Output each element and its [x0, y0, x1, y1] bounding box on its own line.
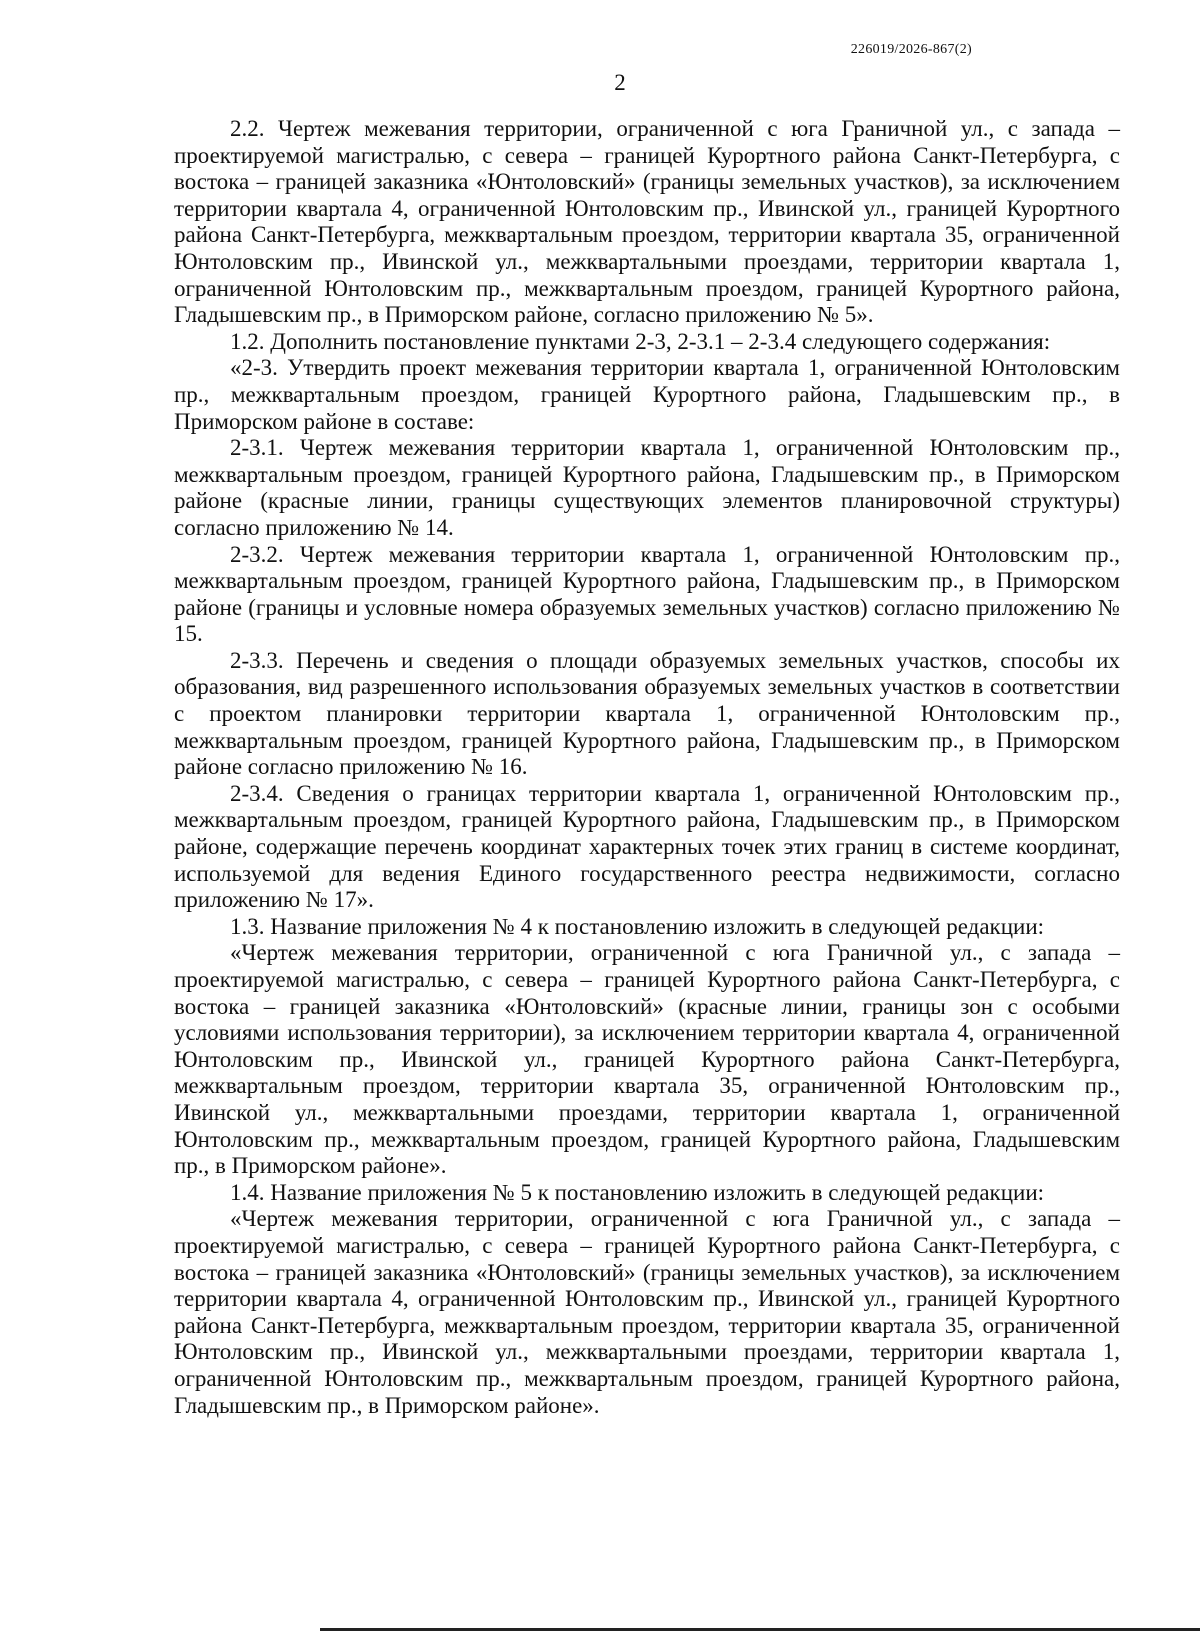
document-body — [174, 116, 1120, 1419]
paragraph-appendix-4-title: «Чертеж межевания территории, ограниченной с юга Граничной ул., с запада – проектируемой магистралью, с севера – границей Курортного района Санкт-Петербурга, с востока – границей заказника «Юнтоловский» (красные линии, границы зон с особыми условиями использования территории), за исключением территории квартала 4, ограниченной Юнтоловским пр., Ивинской ул., границей Курортного района Санкт-Петербурга, межквартальным проездом, территории квартала 35, ограниченной Юнтоловским пр., Ивинской ул., межквартальными проездами, территории квартала 1, ограниченной Юнтоловским пр., межквартальным проездом, границей Курортного района, Гладышевским пр., в Приморском районе». — [174, 940, 1120, 1179]
page-number: 2 — [614, 70, 626, 95]
paragraph-1-3: 1.3. Название приложения № 4 к постановлению изложить в следующей редакции: — [230, 913, 1045, 939]
paragraph-2-3-2: 2-3.2. Чертеж межевания территории квартала 1, ограниченной Юнтоловским пр., межквартальным проездом, границей Курортного района, Гладышевским пр., в Приморском районе (границы и условные номера образуемых земельных участков) согласно приложению № 15. — [174, 541, 1120, 647]
paragraph-1-4: 1.4. Название приложения № 5 к постановлению изложить в следующей редакции: — [230, 1179, 1045, 1205]
document-number: 226019/2026-867(2) — [850, 42, 972, 57]
paragraph-2-3-1: 2-3.1. Чертеж межевания территории квартала 1, ограниченной Юнтоловским пр., межквартальным проездом, границей Курортного района, Гладышевским пр., в Приморском районе (красные линии, границы существующих элементов планировочной структуры) согласно приложению № 14. — [174, 435, 1120, 540]
paragraph-2-3-3: 2-3.3. Перечень и сведения о площади образуемых земельных участков, способы их образования, вид разрешенного использования образуемых земельных участков в соответствии с проектом планировки территории квартала 1, ограниченной Юнтоловским пр., межквартальным проездом, границей Курортного района, Гладышевским пр., в Приморском районе согласно приложению № 16. — [174, 647, 1120, 780]
bottom-scan-line — [320, 1628, 1200, 1631]
paragraph-2-3: «2-3. Утвердить проект межевания территории квартала 1, ограниченной Юнтоловским пр., межквартальным проездом, границей Курортного района, Гладышевским пр., в Приморском районе в составе: — [174, 355, 1120, 434]
paragraph-2-3-4: 2-3.4. Сведения о границах территории квартала 1, ограниченной Юнтоловским пр., межквартальным проездом, границей Курортного района, Гладышевским пр., в Приморском районе, содержащие перечень координат характерных точек этих границ в системе координат, используемой для ведения Единого государственного реестра недвижимости, согласно приложению № 17». — [174, 780, 1120, 913]
paragraph-appendix-5-title: «Чертеж межевания территории, ограниченной с юга Граничной ул., с запада – проектируемой магистралью, с севера – границей Курортного района Санкт-Петербурга, с востока – границей заказника «Юнтоловский» (границы земельных участков), за исключением территории квартала 4, ограниченной Юнтоловским пр., Ивинской ул., границей Курортного района Санкт-Петербурга, межквартальным проездом, территории квартала 35, ограниченной Юнтоловским пр., Ивинской ул., межквартальными проездами, территории квартала 1, ограниченной Юнтоловским пр., межквартальным проездом, границей Курортного района, Гладышевским пр., в Приморском районе». — [174, 1206, 1120, 1418]
paragraph-2-2: 2.2. Чертеж межевания территории, ограниченной с юга Граничной ул., с запада – проектируемой магистралью, с севера – границей Курортного района Санкт-Петербурга, с востока – границей заказника «Юнтоловский» (границы земельных участков), за исключением территории квартала 4, ограниченной Юнтоловским пр., Ивинской ул., границей Курортного района Санкт-Петербурга, межквартальным проездом, территории квартала 35, ограниченной Юнтоловским пр., Ивинской ул., межквартальными проездами, территории квартала 1, ограниченной Юнтоловским пр., межквартальным проездом, границей Курортного района, Гладышевским пр., в Приморском районе, согласно приложению № 5». — [174, 116, 1120, 328]
paragraph-1-2: 1.2. Дополнить постановление пунктами 2-3, 2-3.1 – 2-3.4 следующего содержания: — [230, 328, 1051, 354]
